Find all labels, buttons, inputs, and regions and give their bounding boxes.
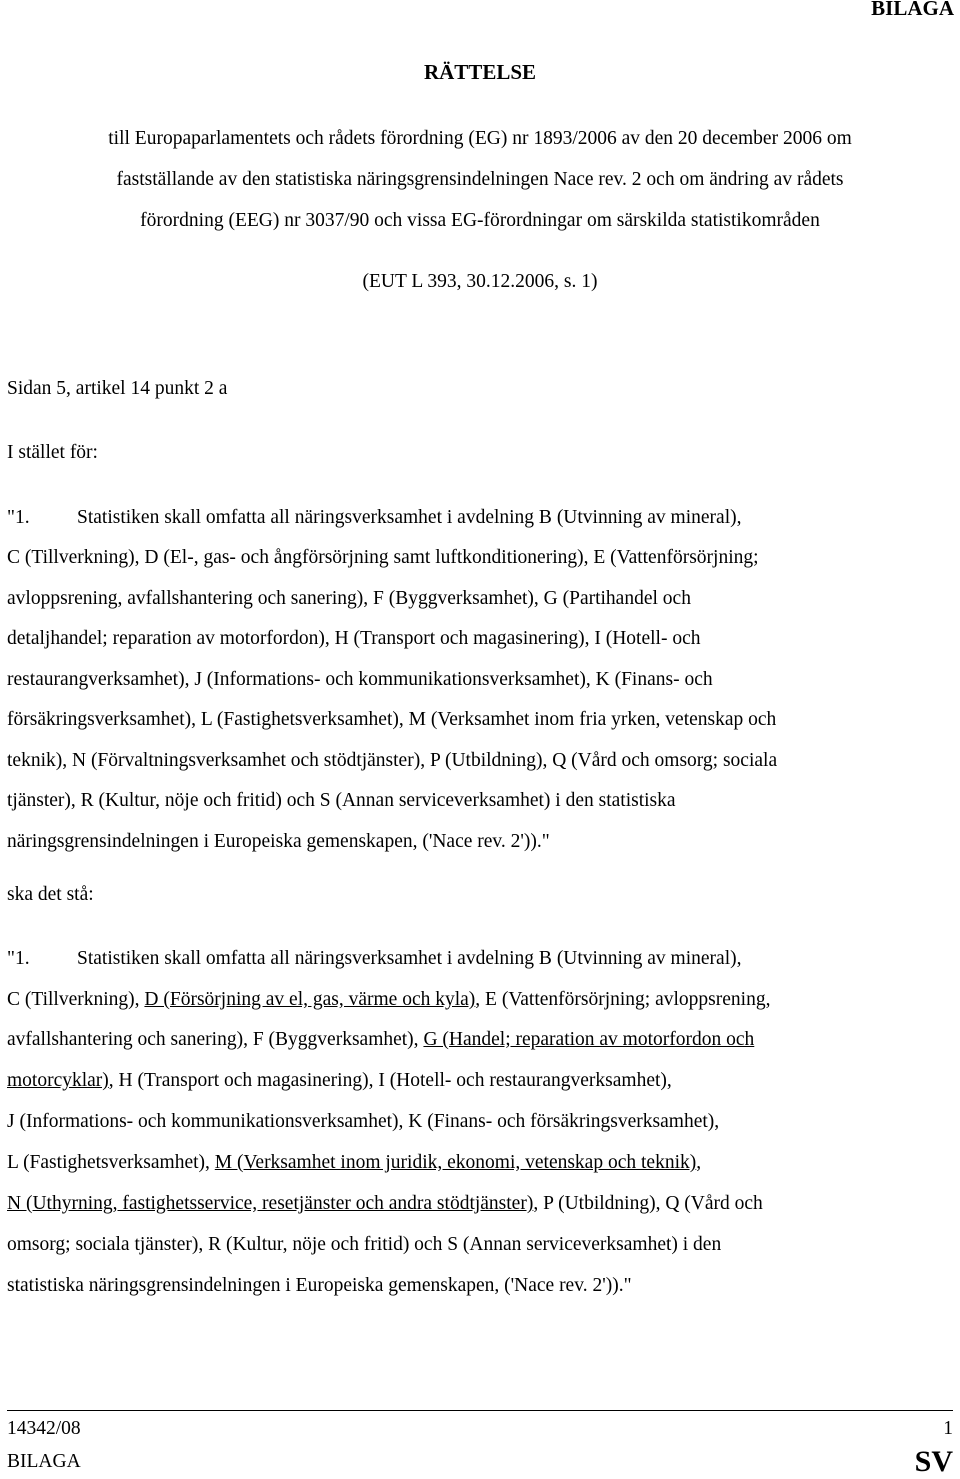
- corrected-line-1: Statistiken skall omfatta all näringsverksamhet i avdelning B (Utvinning av mineral),: [77, 948, 742, 969]
- footer-divider: [7, 1410, 953, 1411]
- corrected-line-2: [7, 989, 770, 1011]
- original-line-2: C (Tillverkning), D (El-, gas- och ångförsörjning samt luftkonditionering), E (Vattenförsörjning;: [7, 547, 759, 568]
- subtitle-line-3: förordning (EEG) nr 3037/90 och vissa EG-förordningar om särskilda statistikområden: [140, 210, 820, 231]
- original-line-5: restaurangverksamhet), J (Informations- och kommunikationsverksamhet), K (Finans- och: [7, 669, 713, 690]
- corrected-line-6-text-b: ,: [696, 1152, 702, 1173]
- original-line-9: näringsgrensindelningen i Europeiska gemenskapen, ('Nace rev. 2')).": [7, 831, 550, 852]
- corrected-item-number: "1.: [7, 948, 30, 969]
- footer-language-code: SV: [914, 1445, 953, 1478]
- footer-annex-label: BILAGA: [7, 1451, 81, 1472]
- original-first-line: [7, 507, 741, 529]
- corrected-line-6: [7, 1152, 701, 1174]
- footer-page-number: 1: [943, 1418, 953, 1439]
- original-line-6: försäkringsverksamhet), L (Fastighetsverksamhet), M (Verksamhet inom fria yrken, vetenskap och: [7, 709, 777, 730]
- original-item-number: "1.: [7, 507, 30, 528]
- corrected-line-3: [7, 1029, 754, 1051]
- corrected-line-4: [7, 1070, 672, 1092]
- corrected-line-4-text-b: , H (Transport och magasinering), I (Hotell- och restaurangverksamhet),: [108, 1070, 672, 1091]
- original-line-8: tjänster), R (Kultur, nöje och fritid) och S (Annan serviceverksamhet) i den statistiska: [7, 790, 676, 811]
- header-annex-label: BILAGA: [871, 0, 954, 20]
- corrected-line-9: statistiska näringsgrensindelningen i Europeiska gemenskapen, ('Nace rev. 2')).": [7, 1275, 632, 1296]
- subtitle-line-2: fastställande av den statistiska näringsgrensindelningen Nace rev. 2 och om ändring av rådets: [116, 169, 844, 190]
- original-line-4: detaljhandel; reparation av motorfordon), H (Transport och magasinering), I (Hotell- och: [7, 628, 701, 649]
- corrected-line-7-text-b: , P (Utbildning), Q (Vård och: [533, 1193, 763, 1214]
- subtitle-reference: (EUT L 393, 30.12.2006, s. 1): [362, 271, 598, 292]
- original-line-7: teknik), N (Förvaltningsverksamhet och stödtjänster), P (Utbildning), Q (Vård och omsorg; sociala: [7, 750, 778, 771]
- corrected-line-7: [7, 1193, 763, 1215]
- original-line-3: avloppsrening, avfallshantering och sanering), F (Byggverksamhet), G (Partihandel och: [7, 588, 691, 609]
- corrected-line-7-amended: N (Uthyrning, fastighetsservice, resetjänster och andra stödtjänster): [7, 1193, 534, 1214]
- subtitle-line-1: till Europaparlamentets och rådets förordning (EG) nr 1893/2006 av den 20 december 2006 om: [108, 128, 852, 149]
- corrected-first-line: [7, 948, 741, 970]
- corrected-line-2-text-a: C (Tillverkning),: [7, 989, 145, 1010]
- corrected-line-2-text-b: , E (Vattenförsörjning; avloppsrening,: [475, 989, 771, 1010]
- location-reference: Sidan 5, artikel 14 punkt 2 a: [7, 378, 228, 399]
- original-line-1: Statistiken skall omfatta all näringsverksamhet i avdelning B (Utvinning av mineral),: [77, 507, 742, 528]
- footer-doc-number: 14342/08: [7, 1418, 81, 1439]
- corrected-line-6-text-a: L (Fastighetsverksamhet),: [7, 1152, 215, 1173]
- should-read-label: ska det stå:: [7, 884, 94, 905]
- corrected-line-2-amended: D (Försörjning av el, gas, värme och kyla): [144, 989, 476, 1010]
- corrected-line-3-text-a: avfallshantering och sanering), F (Byggverksamhet),: [7, 1029, 424, 1050]
- corrected-line-6-amended: M (Verksamhet inom juridik, ekonomi, vetenskap och teknik): [214, 1152, 697, 1173]
- corrected-line-3-amended: G (Handel; reparation av motorfordon och: [423, 1029, 755, 1050]
- corrected-line-5: J (Informations- och kommunikationsverksamhet), K (Finans- och försäkringsverksamhet),: [7, 1111, 720, 1132]
- corrected-line-4-amended: motorcyklar): [7, 1070, 109, 1091]
- corrected-line-8: omsorg; sociala tjänster), R (Kultur, nöje och fritid) och S (Annan serviceverksamhet) i den: [7, 1234, 722, 1255]
- document-title: RÄTTELSE: [423, 60, 537, 84]
- instead-of-label: I stället för:: [7, 442, 98, 463]
